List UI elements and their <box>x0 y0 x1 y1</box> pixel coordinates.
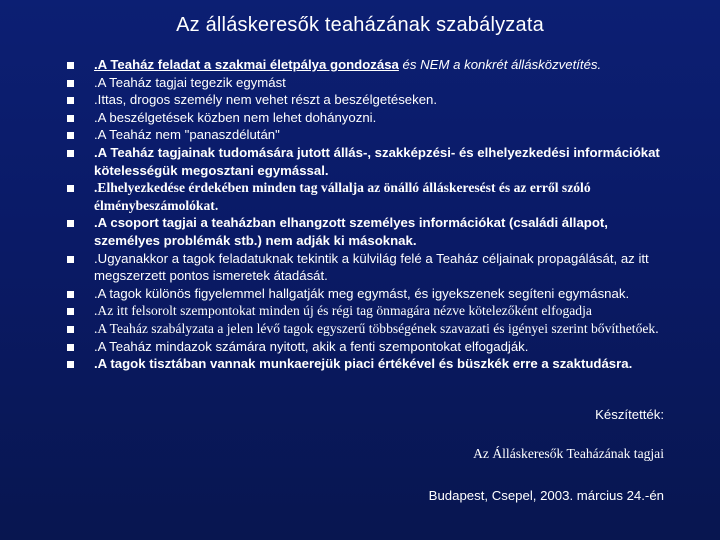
list-item <box>66 56 670 74</box>
rule-text: .Ugyanakkor a tagok feladatuknak tekintik a külvilág felé a Teaház céljainak propagálását, az itt megszerzett pontos ismeretek átadását. <box>94 250 649 284</box>
bullet-icon <box>67 150 74 157</box>
page-title: Az álláskeresők teaházának szabályzata <box>176 14 544 36</box>
rule-text: .A Teaház mindazok számára nyitott, akik a fenti szempontokat elfogadják. <box>94 338 529 354</box>
list-item <box>66 214 670 249</box>
rule-text: .Elhelyezkedése érdekében minden tag vállalja az önálló álláskeresést és az erről szóló élménybeszámolókat. <box>94 180 591 213</box>
bullet-icon <box>67 97 74 104</box>
rule-text: .A beszélgetések közben nem lehet dohányozni. <box>94 109 377 125</box>
list-item <box>66 250 670 285</box>
bullet-icon <box>67 115 74 122</box>
rule-text-emphasis: .A Teaház feladat a szakmai életpálya gondozása <box>94 57 399 72</box>
list-item <box>66 302 670 320</box>
list-item <box>66 179 670 214</box>
rule-text: .A tagok tisztában vannak munkaerejük piaci értékével és büszkék erre a szaktudásra. <box>94 356 633 372</box>
list-item <box>66 285 670 303</box>
rule-text: .A Teaház szabályzata a jelen lévő tagok egyszerű többségének szavazati és igényei szerint bővíthetőek. <box>94 320 659 336</box>
rule-text: .Ittas, drogos személy nem vehet részt a beszélgetéseken. <box>94 92 438 108</box>
list-item <box>66 338 670 356</box>
list-item <box>66 126 670 144</box>
credits-place-date: Budapest, Csepel, 2003. március 24.-én <box>428 488 664 503</box>
credits-label: Készítették: <box>595 407 664 422</box>
bullet-icon <box>67 326 74 333</box>
rules-list <box>66 56 670 373</box>
bullet-icon <box>67 256 74 263</box>
bullet-icon <box>67 80 74 87</box>
list-item <box>66 144 670 179</box>
rule-text: .A Teaház tagjai tegezik egymást <box>94 74 286 90</box>
bullet-icon <box>67 185 74 192</box>
rule-text: .A Teaház tagjainak tudomására jutott állás-, szakképzési- és elhelyezkedési információkat kötelességük megosztani egymással. <box>94 144 660 178</box>
bullet-icon <box>67 62 74 69</box>
bullet-icon <box>67 291 74 298</box>
rule-text: .Az itt felsorolt szempontokat minden új és régi tag önmagára nézve kötelezőként elfogadja <box>94 303 592 319</box>
list-item <box>66 109 670 127</box>
bullet-icon <box>67 308 74 315</box>
bullet-icon <box>67 220 74 227</box>
list-item <box>66 355 670 373</box>
rule-text: .A tagok különös figyelemmel hallgatják meg egymást, és igyekszenek segíteni egymásnak. <box>94 285 630 301</box>
bullet-icon <box>67 344 74 351</box>
list-item <box>66 320 670 338</box>
list-item <box>66 91 670 109</box>
list-item <box>66 74 670 92</box>
credits-authors: Az Álláskeresők Teaházának tagjai <box>473 446 664 461</box>
rule-text: és NEM a konkrét állásközvetítés. <box>398 57 602 72</box>
bullet-icon <box>67 361 74 368</box>
bullet-icon <box>67 132 74 139</box>
rule-text: .A csoport tagjai a teaházban elhangzott személyes információkat (családi állapot, személyes problémák stb.) nem adják ki másoknak. <box>94 215 608 248</box>
rule-text: .A Teaház nem "panaszdélután" <box>94 127 280 143</box>
